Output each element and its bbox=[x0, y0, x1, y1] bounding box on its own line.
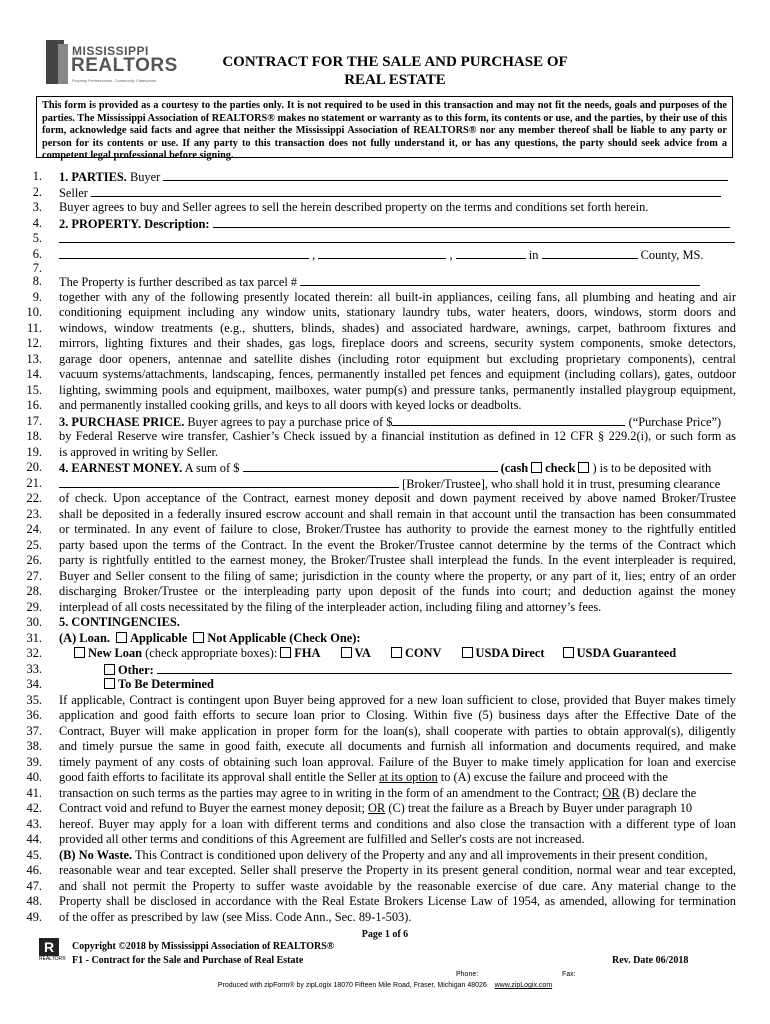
va-checkbox[interactable] bbox=[341, 647, 352, 658]
line-text: (B) declare the bbox=[622, 785, 697, 800]
in-label: in bbox=[528, 247, 539, 262]
line-number: 41. bbox=[26, 785, 42, 800]
section-contingencies: 5. CONTINGENCIES. bbox=[59, 615, 180, 629]
line-number: 17. bbox=[26, 413, 42, 428]
line-35 bbox=[20, 693, 736, 709]
line-number: 4. bbox=[32, 215, 42, 230]
purchase-price-field[interactable] bbox=[392, 414, 625, 426]
line-31 bbox=[20, 631, 736, 647]
line-number: 6. bbox=[32, 246, 42, 261]
line-text: (check appropriate boxes): bbox=[145, 646, 278, 660]
line-number: 9. bbox=[32, 289, 42, 304]
realtor-r-icon bbox=[39, 938, 66, 964]
copyright-text: Copyright ©2018 by Mississippi Association of REALTORS® bbox=[72, 941, 335, 952]
line-9 bbox=[20, 290, 736, 306]
line-26 bbox=[20, 553, 736, 569]
new-loan-label: New Loan bbox=[88, 646, 143, 660]
line-number: 15. bbox=[26, 382, 42, 397]
revision-date: Rev. Date 06/2018 bbox=[612, 955, 689, 966]
to-be-determined-label: To Be Determined bbox=[118, 677, 214, 691]
line-text: If applicable, Contract is contingent upon Buyer being approved for a new loan sufficient to close, provided that Buyer makes timely bbox=[59, 692, 736, 707]
disclaimer-box: This form is provided as a courtesy to the parties only. It is not required to be used in this transaction and may not fit the needs, goals and purposes of the parties. The Mississippi Association of REALTORS® makes no statement or warranty as to this form, its contents or use, and the parties, by their use of this form, acknowledge said facts and agree that neither the Mississippi Association of REALTORS® nor any member thereof shall be liable to any party or person for its contents or use. If any party to this transaction does not fully understand it, or has any questions, the party should seek advice from a competent legal professional before signing. bbox=[36, 96, 733, 158]
at-its-option: at its option bbox=[379, 770, 438, 784]
loan-label: (A) Loan. bbox=[59, 630, 110, 645]
line-number: 11. bbox=[26, 320, 42, 335]
line-number: 37. bbox=[26, 723, 42, 738]
line-16 bbox=[20, 398, 736, 414]
line-number: 40. bbox=[26, 770, 42, 784]
check-label: check bbox=[545, 461, 576, 475]
line-text: interplead of all costs necessitated by the filing of the interpleader action, including filing and attorney’s fees. bbox=[59, 599, 602, 614]
line-number: 48. bbox=[26, 894, 42, 908]
line-number: 29. bbox=[26, 599, 42, 614]
line-number: 3. bbox=[32, 200, 42, 214]
buyer-label: Buyer bbox=[129, 170, 161, 184]
line-text: or terminated. In any event of failure to close, Broker/Trustee has authority to provide the earnest money to the rightfully entitled bbox=[59, 522, 736, 536]
line-text: and timely pursue the same in good faith, execute all documents and furnish all information and documents required, and make bbox=[59, 739, 736, 753]
line-text: Buyer agrees to buy and Seller agrees to sell the herein described property on the terms and conditions set forth herein. bbox=[59, 200, 649, 214]
line-text: to (A) excuse the failure and proceed with the bbox=[440, 770, 668, 784]
line-3 bbox=[20, 200, 736, 216]
line-21 bbox=[20, 476, 736, 492]
broker-trustee-field[interactable] bbox=[59, 476, 399, 488]
line-17 bbox=[20, 414, 736, 430]
applicable-label: Applicable bbox=[130, 630, 188, 645]
loan-not-applicable-checkbox[interactable] bbox=[193, 632, 204, 643]
line-number: 28. bbox=[26, 584, 42, 598]
line-47 bbox=[20, 879, 736, 895]
line-39 bbox=[20, 755, 736, 771]
usda-guaranteed-checkbox[interactable] bbox=[563, 647, 574, 658]
line-number: 31. bbox=[26, 630, 42, 645]
produced-text: Produced with zipForm® by zipLogix 18070 Fifteen Mile Road, Fraser, Michigan 48026 bbox=[217, 982, 487, 989]
line-text: [Broker/Trustee], who shall hold it in trust, presuming clearance bbox=[402, 476, 721, 491]
line-34 bbox=[20, 677, 736, 693]
form-name: F1 - Contract for the Sale and Purchase of Real Estate bbox=[72, 955, 304, 966]
conv-checkbox[interactable] bbox=[391, 647, 402, 658]
earnest-amount-field[interactable] bbox=[243, 460, 498, 472]
section-purchase-price: 3. PURCHASE PRICE. bbox=[59, 414, 185, 429]
line-19 bbox=[20, 445, 736, 461]
line-text: (“Purchase Price”) bbox=[628, 414, 722, 429]
line-11 bbox=[20, 321, 736, 337]
line-1 bbox=[20, 169, 736, 185]
line-number: 13. bbox=[26, 351, 42, 366]
realtor-small-text: REALTOR® bbox=[39, 956, 66, 962]
line-2 bbox=[20, 185, 736, 201]
usda-guaranteed-label: USDA Guaranteed bbox=[576, 646, 677, 660]
line-number: 44. bbox=[26, 832, 42, 846]
line-text: Property shall be disclosed in accordance with the Real Estate Brokers License Law of 1954, as amended, allowing for termination bbox=[59, 894, 736, 908]
line-40 bbox=[20, 770, 736, 786]
line-text: and permanently installed cooking grills, and keys to all doors with keyed locks or deadbolts. bbox=[59, 398, 522, 412]
city-field[interactable] bbox=[318, 247, 446, 259]
other-loan-checkbox[interactable] bbox=[104, 664, 115, 675]
produced-with bbox=[0, 982, 770, 989]
copyright-block bbox=[72, 940, 334, 968]
section-parties: 1. PARTIES. bbox=[59, 170, 127, 184]
line-text: party based upon the terms of the Contract. In the event the Broker/Trustee cannot determine by the terms of the Contract which bbox=[59, 537, 736, 552]
line-48 bbox=[20, 894, 736, 910]
line-22 bbox=[20, 491, 736, 507]
line-4 bbox=[20, 216, 736, 232]
line-29 bbox=[20, 600, 736, 616]
line-number: 14. bbox=[26, 367, 42, 381]
line-43 bbox=[20, 817, 736, 833]
county-field[interactable] bbox=[542, 247, 638, 259]
fax-label: Fax: bbox=[562, 971, 576, 978]
ziplogix-link[interactable]: www.zipLogix.com bbox=[494, 982, 553, 989]
logo-tagline: Property Professionals. Community Champions. bbox=[72, 78, 158, 83]
line-text: Buyer and Seller consent to the filing of same; jurisdiction in the county where the property, or any part of it, lies; entry of an order bbox=[59, 568, 736, 583]
cash-checkbox[interactable] bbox=[531, 462, 542, 473]
line-text: transaction on such terms as the parties may agree to in writing in the form of an amendment to the Contract; bbox=[59, 785, 600, 800]
line-42 bbox=[20, 801, 736, 817]
line-text: hereof. Buyer may apply for a loan with different terms and conditions and also close the transaction with a different type of loan bbox=[59, 816, 736, 831]
line-text: A sum of $ bbox=[184, 461, 240, 475]
logo-line1: MISSISSIPPI bbox=[72, 44, 149, 58]
line-32 bbox=[20, 646, 736, 662]
line-text: application and good faith efforts to secure loan prior to Closing. Within five (5) business days after the Effective Date of the bbox=[59, 708, 736, 722]
line-text: discharging Broker/Trustee or the interpleading party upon deposit of the funds into court; and deduction against the money bbox=[59, 584, 736, 598]
line-text: reasonable wear and tear excepted. Seller shall preserve the Property in its present general condition, normal wear and tear excepted, bbox=[59, 863, 736, 877]
line-number: 38. bbox=[26, 739, 42, 753]
not-applicable-label: Not Applicable (Check One): bbox=[207, 630, 361, 645]
or-text: OR bbox=[368, 801, 386, 815]
line-8 bbox=[20, 274, 736, 290]
other-label: Other: bbox=[118, 662, 154, 677]
line-text: (C) treat the failure as a Breach by Buyer under paragraph 10 bbox=[388, 801, 693, 815]
title-line2: REAL ESTATE bbox=[344, 72, 446, 88]
line-45 bbox=[20, 848, 736, 864]
va-label: VA bbox=[354, 646, 371, 660]
cash-label: (cash bbox=[500, 461, 529, 475]
usda-direct-checkbox[interactable] bbox=[462, 647, 473, 658]
line-13 bbox=[20, 352, 736, 368]
line-12 bbox=[20, 336, 736, 352]
line-text: is approved in writing by Seller. bbox=[59, 444, 218, 459]
page-number: Page 1 of 6 bbox=[361, 929, 409, 940]
line-44 bbox=[20, 832, 736, 848]
seller-field[interactable] bbox=[91, 185, 721, 197]
fha-label: FHA bbox=[294, 646, 321, 660]
line-text: lighting, swimming pools and equipment, mailboxes, water pump(s) and pressure tanks, permanently installed playgroup equipment, bbox=[59, 382, 736, 397]
line-15 bbox=[20, 383, 736, 399]
line-number: 30. bbox=[26, 615, 42, 629]
line-text: Contract, Buyer will make application in proper form for the loan(s), shall cooperate with parties to obtain approval(s), diligently bbox=[59, 723, 736, 738]
line-text: Buyer agrees to pay a purchase price of $ bbox=[187, 414, 393, 429]
tax-parcel-label: The Property is further described as tax parcel # bbox=[59, 275, 298, 289]
line-text: Contract void and refund to Buyer the earnest money deposit; bbox=[59, 801, 365, 815]
to-be-determined-checkbox[interactable] bbox=[104, 678, 115, 689]
line-number: 47. bbox=[26, 878, 42, 893]
line-number: 42. bbox=[26, 801, 42, 815]
line-number: 1. bbox=[32, 169, 42, 183]
r-letter: R bbox=[39, 938, 59, 956]
line-number: 2. bbox=[32, 184, 42, 199]
line-6 bbox=[20, 247, 736, 263]
county-ms-label: County, MS. bbox=[640, 247, 704, 262]
tax-parcel-field[interactable] bbox=[300, 274, 700, 286]
line-number: 22. bbox=[26, 491, 42, 505]
section-property: 2. PROPERTY. Description: bbox=[59, 216, 210, 231]
line-number: 10. bbox=[26, 305, 42, 319]
line-number: 49. bbox=[26, 909, 42, 924]
line-text: good faith efforts to facilitate its approval shall entitle the Seller bbox=[59, 770, 377, 784]
line-text: windows, window treatments (e.g., shutters, blinds, shades) and associated hardware, awnings, carpet, bathroom fixtures and bbox=[59, 320, 736, 335]
or-text: OR bbox=[602, 785, 620, 800]
line-number: 43. bbox=[26, 816, 42, 831]
comma: , bbox=[312, 247, 316, 262]
line-text: and shall not permit the Property to suffer waste avoidable by the reasonable exercise of due care. Any material change to the bbox=[59, 878, 736, 893]
line-18 bbox=[20, 429, 736, 445]
phone-label: Phone: bbox=[456, 971, 479, 978]
line-number: 32. bbox=[26, 646, 42, 660]
line-20 bbox=[20, 460, 736, 476]
title-line1: CONTRACT FOR THE SALE AND PURCHASE OF bbox=[222, 54, 568, 70]
contract-body bbox=[20, 169, 736, 925]
fha-checkbox[interactable] bbox=[280, 647, 291, 658]
line-36 bbox=[20, 708, 736, 724]
no-waste-label: (B) No Waste. bbox=[59, 847, 133, 862]
line-number: 26. bbox=[26, 553, 42, 567]
line-number: 45. bbox=[26, 847, 42, 862]
line-46 bbox=[20, 863, 736, 879]
line-number: 19. bbox=[26, 444, 42, 459]
line-number: 21. bbox=[26, 475, 42, 490]
line-text: vacuum systems/attachments, landscaping, fences, permanently installed pet fences and equipment (including collars), gates, outdoor bbox=[59, 367, 736, 381]
loan-applicable-checkbox[interactable] bbox=[116, 632, 127, 643]
description-field-2[interactable] bbox=[59, 231, 735, 243]
line-text: party is rightfully entitled to the earnest money, the Broker/Trustee shall interplead the funds. In the event interpleader is required, bbox=[59, 553, 736, 567]
line-number: 35. bbox=[26, 692, 42, 707]
line-text: This Contract is conditioned upon delivery of the Property and any and all improvements in their present condition, bbox=[134, 847, 708, 862]
line-24 bbox=[20, 522, 736, 538]
line-28 bbox=[20, 584, 736, 600]
description-field[interactable] bbox=[213, 216, 730, 228]
seller-label: Seller bbox=[59, 185, 88, 200]
line-number: 46. bbox=[26, 863, 42, 877]
line-27 bbox=[20, 569, 736, 585]
line-38 bbox=[20, 739, 736, 755]
other-loan-field[interactable] bbox=[157, 662, 732, 674]
line-23 bbox=[20, 507, 736, 523]
line-37 bbox=[20, 724, 736, 740]
line-text: mirrors, lighting fixtures and their shades, gas logs, fireplace doors and screens, security system components, smoke detectors, bbox=[59, 336, 736, 350]
conv-label: CONV bbox=[404, 646, 442, 660]
buyer-field[interactable] bbox=[163, 169, 728, 181]
street-address-field[interactable] bbox=[59, 247, 309, 259]
line-text: shall be deposited in a federally insured escrow account and shall remain in that account until the transaction has been consummated bbox=[59, 506, 736, 521]
line-14 bbox=[20, 367, 736, 383]
line-number: 27. bbox=[26, 568, 42, 583]
mississippi-realtors-logo bbox=[38, 40, 178, 95]
line-text: conditioning equipment including any window units, stationary laundry tubs, water heaters, doors, windows, storm doors and bbox=[59, 305, 736, 319]
line-33 bbox=[20, 662, 736, 678]
line-49 bbox=[20, 910, 736, 926]
comma: , bbox=[449, 247, 453, 262]
line-text: of check. Upon acceptance of the Contract, earnest money deposit and down payment received by above named Broker/Trustee bbox=[59, 491, 736, 505]
line-number: 23. bbox=[26, 506, 42, 521]
line-number: 5. bbox=[32, 231, 42, 245]
line-text: provided all other terms and conditions of this Agreement are fulfilled and Seller's costs are not increased. bbox=[59, 832, 585, 846]
line-text: together with any of the following presently located therein: all built-in appliances, ceiling fans, all plumbing and heating and air bbox=[59, 289, 736, 304]
document-title bbox=[180, 53, 610, 89]
line-41 bbox=[20, 786, 736, 802]
line-text: ) is to be deposited with bbox=[592, 461, 712, 475]
line-number: 33. bbox=[26, 661, 42, 676]
line-text: garage door openers, antennae and satellite dishes (including rotor equipment but excluding proprietary components), central bbox=[59, 351, 736, 366]
logo-line2: REALTORS bbox=[71, 55, 178, 76]
zip-field[interactable] bbox=[456, 247, 526, 259]
line-number: 7. bbox=[32, 261, 42, 275]
usda-direct-label: USDA Direct bbox=[475, 646, 545, 660]
line-number: 24. bbox=[26, 522, 42, 536]
line-number: 12. bbox=[26, 336, 42, 350]
line-10 bbox=[20, 305, 736, 321]
line-30 bbox=[20, 615, 736, 631]
line-number: 16. bbox=[26, 398, 42, 412]
line-number: 34. bbox=[26, 677, 42, 691]
line-number: 20. bbox=[26, 460, 42, 474]
section-earnest-money: 4. EARNEST MONEY. bbox=[59, 461, 183, 475]
line-7 bbox=[20, 262, 736, 274]
line-text: of the offer as prescribed by law (see Miss. Code Ann., Sec. 89-1-503). bbox=[59, 909, 412, 924]
line-number: 39. bbox=[26, 754, 42, 769]
line-number: 18. bbox=[26, 429, 42, 443]
line-text: by Federal Reserve wire transfer, Cashier’s Check issued by a financial institution as defined in 12 CFR § 229.2(i), or such form as bbox=[59, 429, 736, 443]
check-checkbox[interactable] bbox=[578, 462, 589, 473]
line-text: timely payment of any costs of obtaining such loan approval. Failure of the Buyer to make timely application for loan and exercise bbox=[59, 754, 736, 769]
line-5 bbox=[20, 231, 736, 247]
line-25 bbox=[20, 538, 736, 554]
line-number: 25. bbox=[26, 537, 42, 552]
new-loan-checkbox[interactable] bbox=[74, 647, 85, 658]
line-number: 36. bbox=[26, 708, 42, 722]
line-number: 8. bbox=[32, 274, 42, 288]
